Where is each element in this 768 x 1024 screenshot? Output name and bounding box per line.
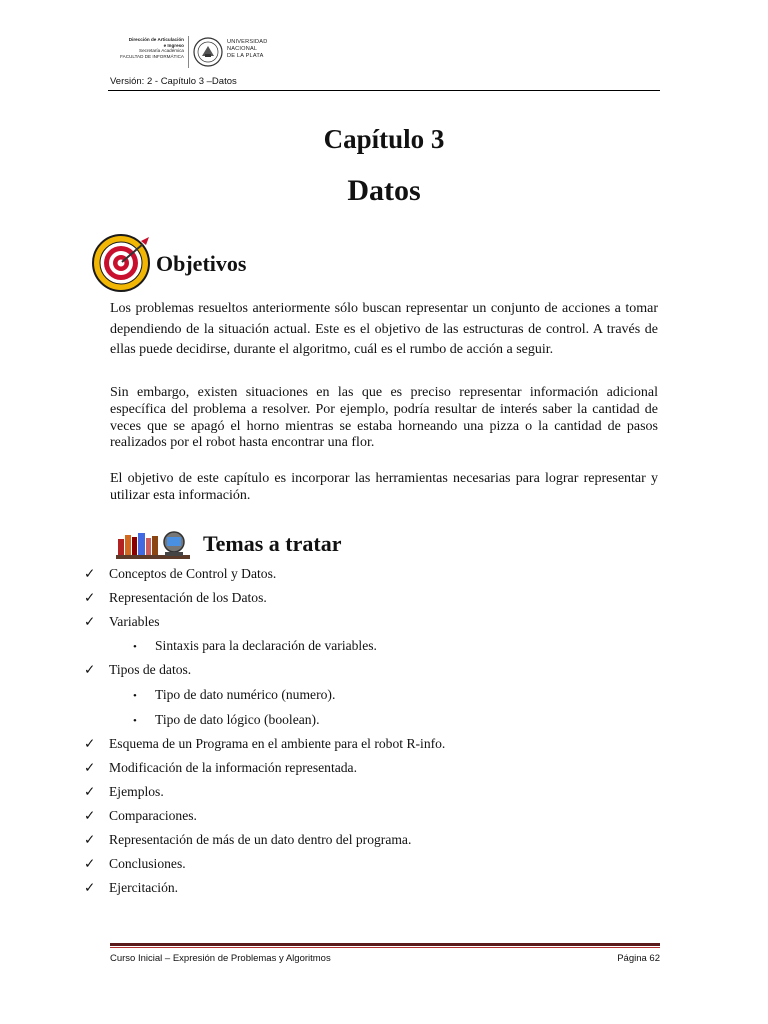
list-item: ✓ Tipos de datos. — [84, 662, 192, 677]
footer-rule — [110, 943, 660, 946]
list-item: ✓ Conclusiones. — [84, 856, 186, 871]
chapter-title: Capítulo 3 — [323, 124, 445, 154]
objetivos-paragraph-1: Los problemas resueltos anteriormente sólo buscan representar un conjunto de acciones a tomar dependiendo de la situación actual. Este es el objetivo de las estructuras de control. A través de ellas puede decidirse, durante el algoritmo, cuál es el rumbo de acción a seguir. — [110, 301, 658, 357]
checkmark-icon: ✓ — [84, 566, 96, 581]
sub-list-item: • Tipo de dato lógico (boolean). — [133, 712, 320, 727]
logo-divider — [188, 36, 189, 68]
checkmark-icon: ✓ — [84, 784, 96, 799]
objetivos-paragraph-3: El objetivo de este capítulo es incorporar las herramientas necesarias para lograr representar y utilizar esta información. — [110, 471, 658, 503]
checkmark-icon: ✓ — [84, 856, 96, 871]
checkmark-icon: ✓ — [84, 880, 96, 895]
list-item: ✓ Esquema de un Programa en el ambiente para el robot R-info. — [84, 736, 446, 751]
target-icon — [91, 232, 155, 292]
list-item: ✓ Representación de más de un dato dentro del programa. — [84, 832, 412, 847]
university-logo-text: UNIVERSIDAD NACIONAL DE LA PLATA — [227, 39, 268, 59]
objetivos-paragraph-2: Sin embargo, existen situaciones en las que es preciso representar información adicional específica del problema a resolver. Por ejemplo, podría resultar de interés saber la cantidad de veces que se apagó el horno mientras se estaba horneando una pizza o la cantidad de pasos realizados por el robot hasta encontrar una flor. — [110, 385, 658, 451]
university-seal-icon — [193, 37, 223, 67]
bullet-icon: • — [133, 715, 137, 727]
chapter-subtitle: Datos — [347, 174, 421, 207]
sub-list-item: • Tipo de dato numérico (numero). — [133, 687, 336, 702]
page-number: Página 62 — [617, 953, 660, 964]
list-item: ✓ Conceptos de Control y Datos. — [84, 566, 277, 581]
checkmark-icon: ✓ — [84, 760, 96, 775]
checkmark-icon: ✓ — [84, 808, 96, 823]
sub-list-item: • Sintaxis para la declaración de variables. — [133, 638, 377, 653]
header-rule — [108, 90, 660, 91]
faculty-logo-text: Dirección de Articulación e Ingreso Secretaría Académica FACULTAD DE INFORMÁTICA — [120, 37, 184, 59]
footer-course-title: Curso Inicial – Expresión de Problemas y Algoritmos — [110, 953, 331, 964]
list-item: ✓ Ejercitación. — [84, 880, 179, 895]
header-logo — [108, 36, 270, 70]
list-item: ✓ Ejemplos. — [84, 784, 164, 799]
checkmark-icon: ✓ — [84, 736, 96, 751]
list-item: ✓ Variables — [84, 614, 160, 629]
list-item: ✓ Representación de los Datos. — [84, 590, 267, 605]
checkmark-icon: ✓ — [84, 662, 96, 677]
books-icon — [114, 525, 192, 561]
version-header: Versión: 2 - Capítulo 3 –Datos — [110, 76, 237, 87]
bullet-icon: • — [133, 641, 137, 653]
list-item: ✓ Comparaciones. — [84, 808, 197, 823]
checkmark-icon: ✓ — [84, 832, 96, 847]
bullet-icon: • — [133, 690, 137, 702]
temas-heading: Temas a tratar — [203, 531, 342, 556]
list-item: ✓ Modificación de la información representada. — [84, 760, 357, 775]
checkmark-icon: ✓ — [84, 614, 96, 629]
checkmark-icon: ✓ — [84, 590, 96, 605]
objetivos-heading: Objetivos — [156, 251, 247, 276]
footer-rule-accent — [110, 947, 660, 948]
